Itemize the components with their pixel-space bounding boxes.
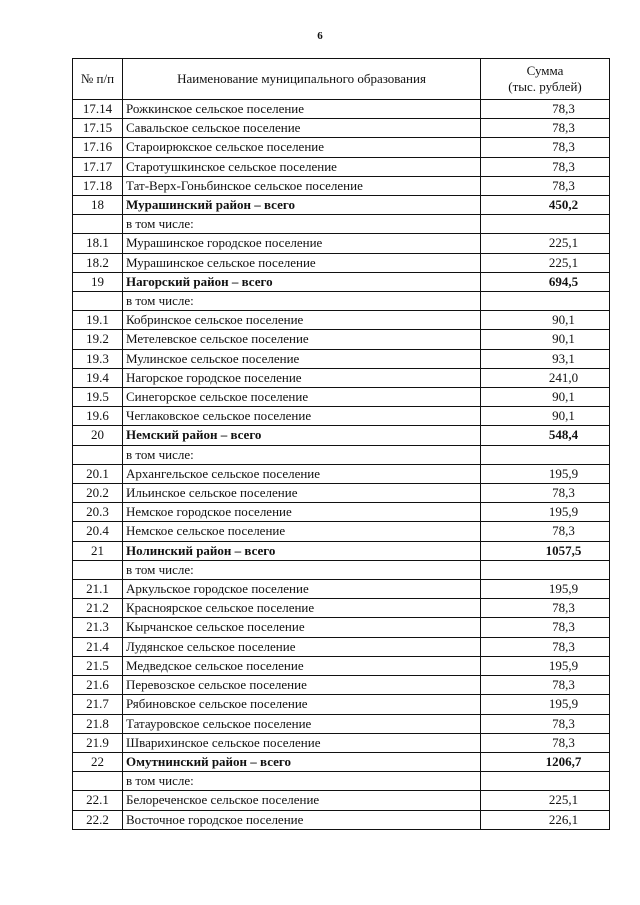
row-name: Синегорское сельское поселение	[123, 388, 481, 407]
row-name: Старотушкинское сельское поселение	[123, 157, 481, 176]
row-sum: 78,3	[481, 676, 610, 695]
table-row	[73, 388, 610, 407]
table-row	[73, 752, 610, 771]
row-name: Мурашинский район – всего	[123, 196, 481, 215]
row-name: Архангельское сельское поселение	[123, 464, 481, 483]
row-sum: 78,3	[481, 157, 610, 176]
row-sum	[481, 215, 610, 234]
row-sum: 195,9	[481, 656, 610, 675]
row-number: 21.7	[73, 695, 123, 714]
row-sum: 1057,5	[481, 541, 610, 560]
row-name: Староирюкское сельское поселение	[123, 138, 481, 157]
header-sum-line1: Сумма	[526, 63, 564, 78]
row-name: Белореченское сельское поселение	[123, 791, 481, 810]
table-row	[73, 695, 610, 714]
row-name: Медведское сельское поселение	[123, 656, 481, 675]
table-body	[73, 100, 610, 830]
row-name: Перевозское сельское поселение	[123, 676, 481, 695]
table-row	[73, 368, 610, 387]
table-row	[73, 100, 610, 119]
table-row	[73, 656, 610, 675]
row-number: 21.4	[73, 637, 123, 656]
row-number: 17.17	[73, 157, 123, 176]
row-name: Мурашинское городское поселение	[123, 234, 481, 253]
table-row	[73, 215, 610, 234]
table-row	[73, 234, 610, 253]
row-number: 21.8	[73, 714, 123, 733]
row-number: 21	[73, 541, 123, 560]
table-row	[73, 272, 610, 291]
table-row	[73, 176, 610, 195]
table-row	[73, 445, 610, 464]
row-number: 19	[73, 272, 123, 291]
row-name: Шварихинское сельское поселение	[123, 733, 481, 752]
row-number: 20	[73, 426, 123, 445]
row-sum: 90,1	[481, 330, 610, 349]
table-row	[73, 599, 610, 618]
row-name: Кобринское сельское поселение	[123, 311, 481, 330]
table-row	[73, 426, 610, 445]
table-row	[73, 733, 610, 752]
table-row	[73, 637, 610, 656]
page-number: 6	[317, 30, 323, 42]
row-sum: 78,3	[481, 176, 610, 195]
row-name: в том числе:	[123, 445, 481, 464]
row-name: Аркульское городское поселение	[123, 580, 481, 599]
allocation-table	[72, 58, 610, 830]
row-name: Нагорское городское поселение	[123, 368, 481, 387]
row-name: Лудянское сельское поселение	[123, 637, 481, 656]
row-number: 20.4	[73, 522, 123, 541]
header-sum-line2: (тыс. рублей)	[508, 79, 582, 94]
row-sum: 90,1	[481, 311, 610, 330]
row-number: 21.6	[73, 676, 123, 695]
row-number: 17.15	[73, 119, 123, 138]
row-number: 19.6	[73, 407, 123, 426]
row-name: Нагорский район – всего	[123, 272, 481, 291]
row-number	[73, 772, 123, 791]
table-row	[73, 407, 610, 426]
table-header-row	[73, 59, 610, 100]
table-row	[73, 541, 610, 560]
row-name: Савальское сельское поселение	[123, 119, 481, 138]
table-row	[73, 522, 610, 541]
row-number: 17.14	[73, 100, 123, 119]
row-sum: 93,1	[481, 349, 610, 368]
row-sum: 195,9	[481, 695, 610, 714]
row-number: 18.2	[73, 253, 123, 272]
row-name: Рожкинское сельское поселение	[123, 100, 481, 119]
row-name: Ильинское сельское поселение	[123, 484, 481, 503]
row-number: 19.1	[73, 311, 123, 330]
row-sum: 78,3	[481, 100, 610, 119]
table-row	[73, 138, 610, 157]
row-name: в том числе:	[123, 292, 481, 311]
table-row	[73, 196, 610, 215]
row-number: 17.16	[73, 138, 123, 157]
row-name: Омутнинский район – всего	[123, 752, 481, 771]
row-name: в том числе:	[123, 772, 481, 791]
table-row	[73, 311, 610, 330]
row-sum: 90,1	[481, 407, 610, 426]
row-number: 22.2	[73, 810, 123, 829]
row-number: 17.18	[73, 176, 123, 195]
table-row	[73, 253, 610, 272]
row-sum: 195,9	[481, 464, 610, 483]
row-name: Немское городское поселение	[123, 503, 481, 522]
row-number: 19.5	[73, 388, 123, 407]
row-sum: 78,3	[481, 522, 610, 541]
row-name: Чеглаковское сельское поселение	[123, 407, 481, 426]
row-number: 19.2	[73, 330, 123, 349]
row-sum: 450,2	[481, 196, 610, 215]
row-number: 19.3	[73, 349, 123, 368]
row-sum	[481, 772, 610, 791]
row-name: Тат-Верх-Гоньбинское сельское поселение	[123, 176, 481, 195]
table-row	[73, 119, 610, 138]
row-name: Немский район – всего	[123, 426, 481, 445]
table-row	[73, 292, 610, 311]
row-sum	[481, 560, 610, 579]
row-sum: 225,1	[481, 234, 610, 253]
row-number	[73, 215, 123, 234]
row-sum: 78,3	[481, 599, 610, 618]
row-sum: 78,3	[481, 637, 610, 656]
row-number	[73, 445, 123, 464]
header-sum	[481, 59, 610, 100]
row-name: Мурашинское сельское поселение	[123, 253, 481, 272]
table-row	[73, 618, 610, 637]
row-name: Татауровское сельское поселение	[123, 714, 481, 733]
table-row	[73, 560, 610, 579]
row-name: Красноярское сельское поселение	[123, 599, 481, 618]
row-number: 20.2	[73, 484, 123, 503]
row-name: в том числе:	[123, 215, 481, 234]
row-number	[73, 560, 123, 579]
table-row	[73, 503, 610, 522]
row-sum: 90,1	[481, 388, 610, 407]
table-row	[73, 157, 610, 176]
row-sum	[481, 445, 610, 464]
row-number: 21.3	[73, 618, 123, 637]
row-name: Восточное городское поселение	[123, 810, 481, 829]
row-sum: 78,3	[481, 733, 610, 752]
row-name: Метелевское сельское поселение	[123, 330, 481, 349]
row-sum: 78,3	[481, 484, 610, 503]
table-row	[73, 484, 610, 503]
row-sum: 548,4	[481, 426, 610, 445]
row-number: 22.1	[73, 791, 123, 810]
row-number: 21.5	[73, 656, 123, 675]
row-name: Немское сельское поселение	[123, 522, 481, 541]
row-name: Мулинское сельское поселение	[123, 349, 481, 368]
row-sum: 78,3	[481, 714, 610, 733]
row-sum: 78,3	[481, 119, 610, 138]
row-sum: 195,9	[481, 580, 610, 599]
table-row	[73, 810, 610, 829]
row-number	[73, 292, 123, 311]
row-sum: 225,1	[481, 253, 610, 272]
row-number: 21.1	[73, 580, 123, 599]
row-number: 20.1	[73, 464, 123, 483]
table-row	[73, 349, 610, 368]
row-sum: 195,9	[481, 503, 610, 522]
row-sum: 226,1	[481, 810, 610, 829]
row-sum: 694,5	[481, 272, 610, 291]
row-sum: 1206,7	[481, 752, 610, 771]
row-name: в том числе:	[123, 560, 481, 579]
table-row	[73, 714, 610, 733]
header-num: № п/п	[73, 59, 123, 100]
header-name: Наименование муниципального образования	[123, 59, 481, 100]
table-row	[73, 772, 610, 791]
row-name: Кырчанское сельское поселение	[123, 618, 481, 637]
table-row	[73, 791, 610, 810]
row-name: Рябиновское сельское поселение	[123, 695, 481, 714]
row-number: 20.3	[73, 503, 123, 522]
row-number: 19.4	[73, 368, 123, 387]
row-number: 22	[73, 752, 123, 771]
row-sum: 78,3	[481, 618, 610, 637]
row-sum	[481, 292, 610, 311]
table-row	[73, 676, 610, 695]
table-row	[73, 330, 610, 349]
table-row	[73, 464, 610, 483]
row-number: 21.2	[73, 599, 123, 618]
row-number: 18.1	[73, 234, 123, 253]
row-name: Нолинский район – всего	[123, 541, 481, 560]
row-number: 21.9	[73, 733, 123, 752]
row-sum: 78,3	[481, 138, 610, 157]
row-number: 18	[73, 196, 123, 215]
table-row	[73, 580, 610, 599]
row-sum: 225,1	[481, 791, 610, 810]
row-sum: 241,0	[481, 368, 610, 387]
